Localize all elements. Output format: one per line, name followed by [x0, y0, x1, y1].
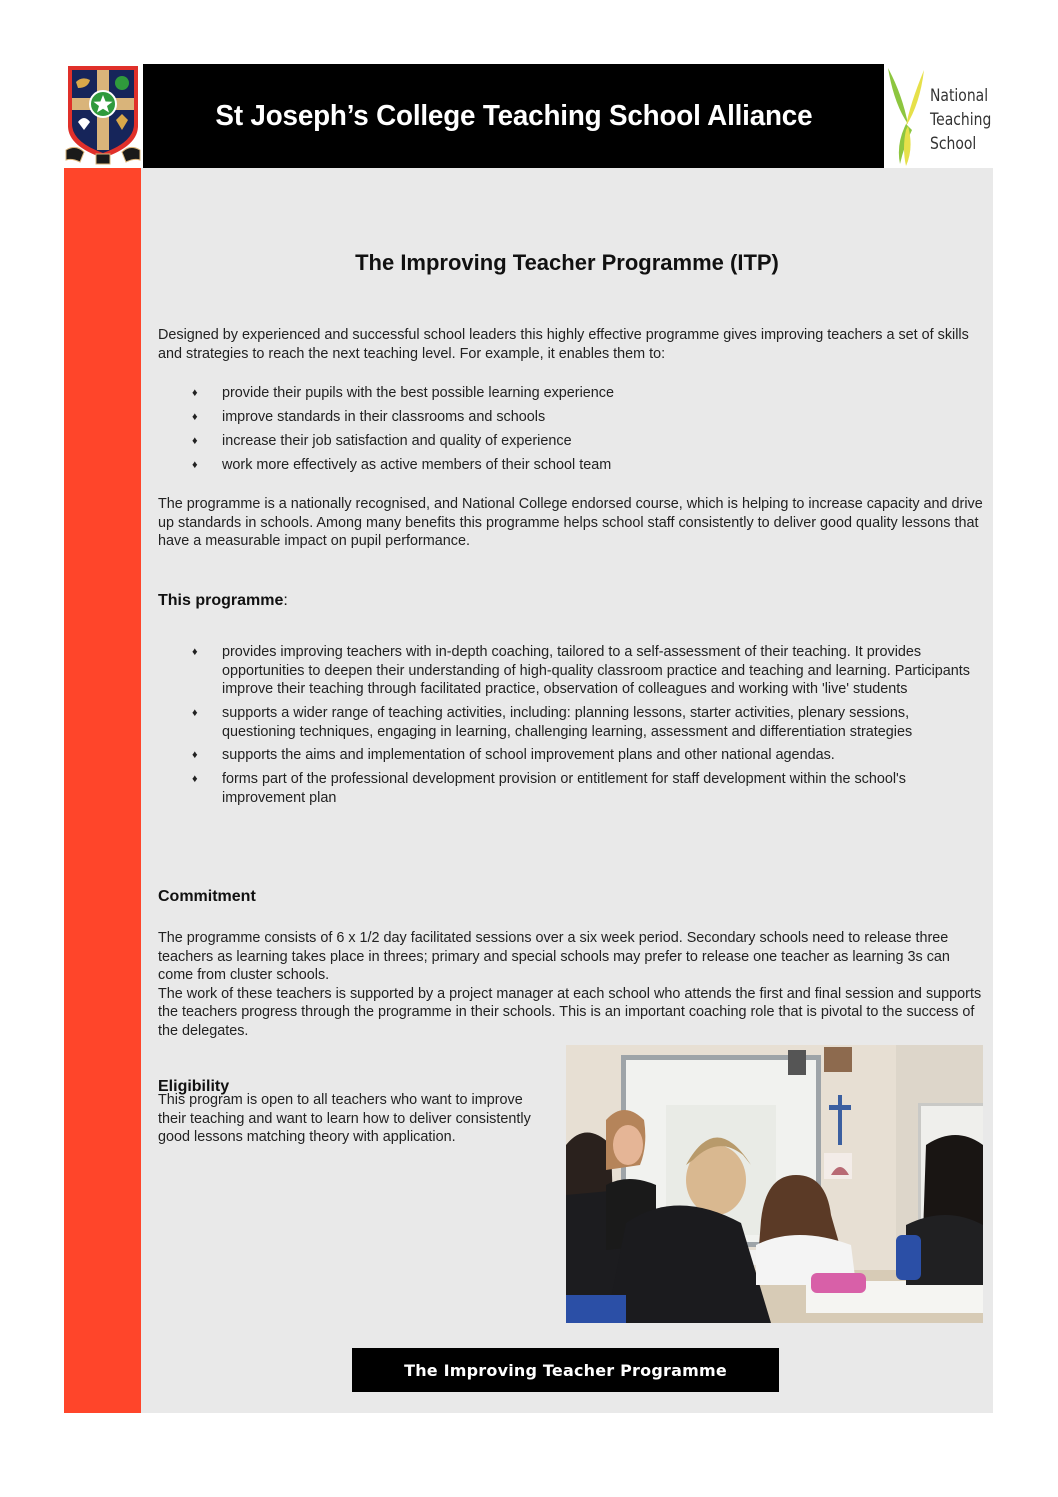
- intro-bullet-list: [190, 384, 890, 480]
- school-crest-logo: [64, 64, 142, 168]
- list-item: [190, 770, 985, 807]
- national-teaching-school-logo: [884, 64, 993, 168]
- list-item: [190, 746, 985, 765]
- nts-line-1: National: [930, 86, 989, 106]
- diamond-bullet-icon: ♦: [192, 435, 198, 448]
- diamond-bullet-icon: ♦: [192, 773, 198, 786]
- heading-colon: :: [283, 592, 288, 609]
- list-item: [190, 643, 985, 699]
- list-item-text: increase their job satisfaction and quality of experience: [222, 433, 572, 450]
- this-programme-heading: [158, 592, 288, 610]
- footer-banner: [352, 1348, 779, 1392]
- accent-side-bar: [64, 168, 141, 1413]
- classroom-photo: [566, 1045, 983, 1323]
- list-item: [190, 704, 985, 741]
- footer-label: The Improving Teacher Programme: [404, 1360, 727, 1380]
- diamond-bullet-icon: ♦: [192, 459, 198, 472]
- list-item-text: work more effectively as active members of their school team: [222, 457, 612, 474]
- leaf-logo-icon: [884, 64, 930, 168]
- commitment-heading: Commitment: [158, 888, 256, 905]
- nts-logo-text: [930, 84, 991, 156]
- eligibility-paragraph: This program is open to all teachers who want to improve their teaching and want to learn how to deliver consistently good lessons matching theory with application.: [158, 1092, 531, 1146]
- list-item-text: supports a wider range of teaching activities, including: planning lessons, starter activities, plenary sessions, questioning techniques, engaging in learning, challenging learning, assessment and differentiation strategies: [222, 704, 913, 740]
- list-item: [190, 432, 890, 451]
- header-banner: [143, 64, 884, 168]
- list-item-text: provides improving teachers with in-depth coaching, tailored to a self-assessment of their teaching. It provides opportunities to deepen their understanding of high-quality classroom practice and teaching and learning. Participants improve their teaching through facilitated practice, observation of colleagues and working with 'live' students: [222, 644, 970, 698]
- list-item: [190, 408, 890, 427]
- commitment-paragraph-2: The work of these teachers is supported by a project manager at each school who attends the first and final session and supports the teachers progress through the programme in their schools. This is an important coaching role that is pivotal to the success of the delegates.: [158, 985, 982, 1039]
- heading-text: This programme: [158, 592, 284, 609]
- diamond-bullet-icon: ♦: [192, 706, 198, 719]
- diamond-bullet-icon: ♦: [192, 411, 198, 424]
- nts-line-3: School: [930, 134, 977, 154]
- list-item: [190, 456, 890, 475]
- list-item-text: improve standards in their classrooms and schools: [222, 409, 546, 426]
- header-title: St Joseph’s College Teaching School Alliance: [215, 99, 812, 132]
- classroom-photo-illustration: [566, 1045, 983, 1323]
- national-recognition-paragraph: The programme is a nationally recognised, and National College endorsed course, which is helping to increase capacity and drive up standards in schools. Among many benefits this programme helps school staff consistently to deliver good quality lessons that have a measurable impact on pupil performance.: [158, 496, 983, 550]
- nts-line-2: Teaching: [930, 110, 992, 130]
- list-item-text: forms part of the professional development provision or entitlement for staff development within the school's improvement plan: [222, 771, 906, 806]
- diamond-bullet-icon: ♦: [192, 646, 198, 658]
- eligibility-heading: Eligibility: [158, 1078, 230, 1095]
- list-item-text: provide their pupils with the best possible learning experience: [222, 385, 614, 401]
- crest-icon: [64, 64, 142, 168]
- commitment-text: [158, 929, 986, 1041]
- programme-bullet-list: [190, 643, 985, 813]
- list-item-text: supports the aims and implementation of school improvement plans and other national agendas.: [222, 747, 835, 764]
- intro-paragraph: Designed by experienced and successful school leaders this highly effective programme gives improving teachers a set of skills and strategies to reach the next teaching level. For example, it enables them to:: [158, 327, 969, 362]
- commitment-paragraph-1: The programme consists of 6 x 1/2 day facilitated sessions over a six week period. Secondary schools need to release three teachers as learning takes place in threes; primary and special schools may prefer to release one teacher as learning 3s can come from cluster schools.: [158, 930, 950, 984]
- document-title: The Improving Teacher Programme (ITP): [355, 250, 779, 275]
- diamond-bullet-icon: ♦: [192, 387, 198, 399]
- list-item: [190, 384, 890, 403]
- diamond-bullet-icon: ♦: [192, 749, 198, 762]
